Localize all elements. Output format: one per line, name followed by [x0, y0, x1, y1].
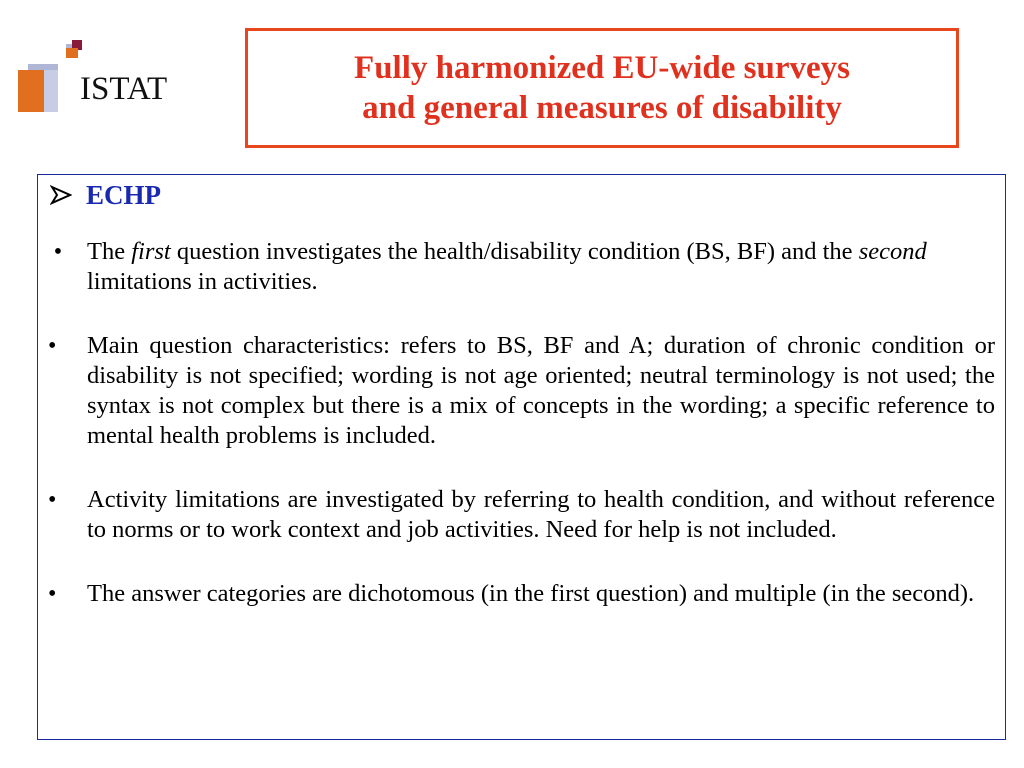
- bullet-marker: •: [53, 239, 63, 265]
- bullet-text: Activity limitations are investigated by referring to health condition, and without reference to norms or to work context and job activities. Need for help is not included.: [87, 486, 995, 543]
- section-heading: [50, 179, 161, 211]
- istat-logo: [14, 40, 204, 120]
- arrow-bullet-icon: [50, 185, 72, 205]
- istat-cube-logo-icon: [14, 40, 84, 120]
- bullet-text: The answer categories are dichotomous (in the first question) and multiple (in the second).: [87, 580, 975, 607]
- title-box: [245, 28, 959, 148]
- bullet-emphasis: first: [131, 238, 171, 265]
- list-item: [38, 485, 1007, 545]
- bullet-marker: •: [48, 581, 57, 607]
- content-box: [37, 174, 1006, 740]
- bullet-list: [38, 237, 1007, 643]
- bullet-text: Main question characteristics: refers to BS, BF and A; duration of chronic condition or disability is not specified; wording is not age oriented; neutral terminology is not used; the syntax is not complex but there is a mix of concepts in the wording; a specific reference to mental health problems is included.: [87, 332, 995, 449]
- list-item: [38, 331, 1007, 451]
- bullet-text: The: [87, 238, 132, 265]
- title-line-1: Fully harmonized EU-wide surveys: [354, 50, 850, 86]
- logo-text: ISTAT: [80, 71, 168, 107]
- section-heading-text: ECHP: [86, 180, 162, 210]
- list-item: [38, 237, 1007, 297]
- bullet-emphasis: second: [858, 238, 927, 265]
- bullet-marker: •: [48, 333, 57, 359]
- bullet-marker: •: [48, 487, 57, 513]
- list-item: [38, 579, 1007, 609]
- bullet-text: limitations in activities.: [87, 268, 318, 295]
- title-line-2: and general measures of disability: [362, 90, 842, 126]
- bullet-text: question investigates the health/disability condition (BS, BF) and the: [170, 238, 859, 265]
